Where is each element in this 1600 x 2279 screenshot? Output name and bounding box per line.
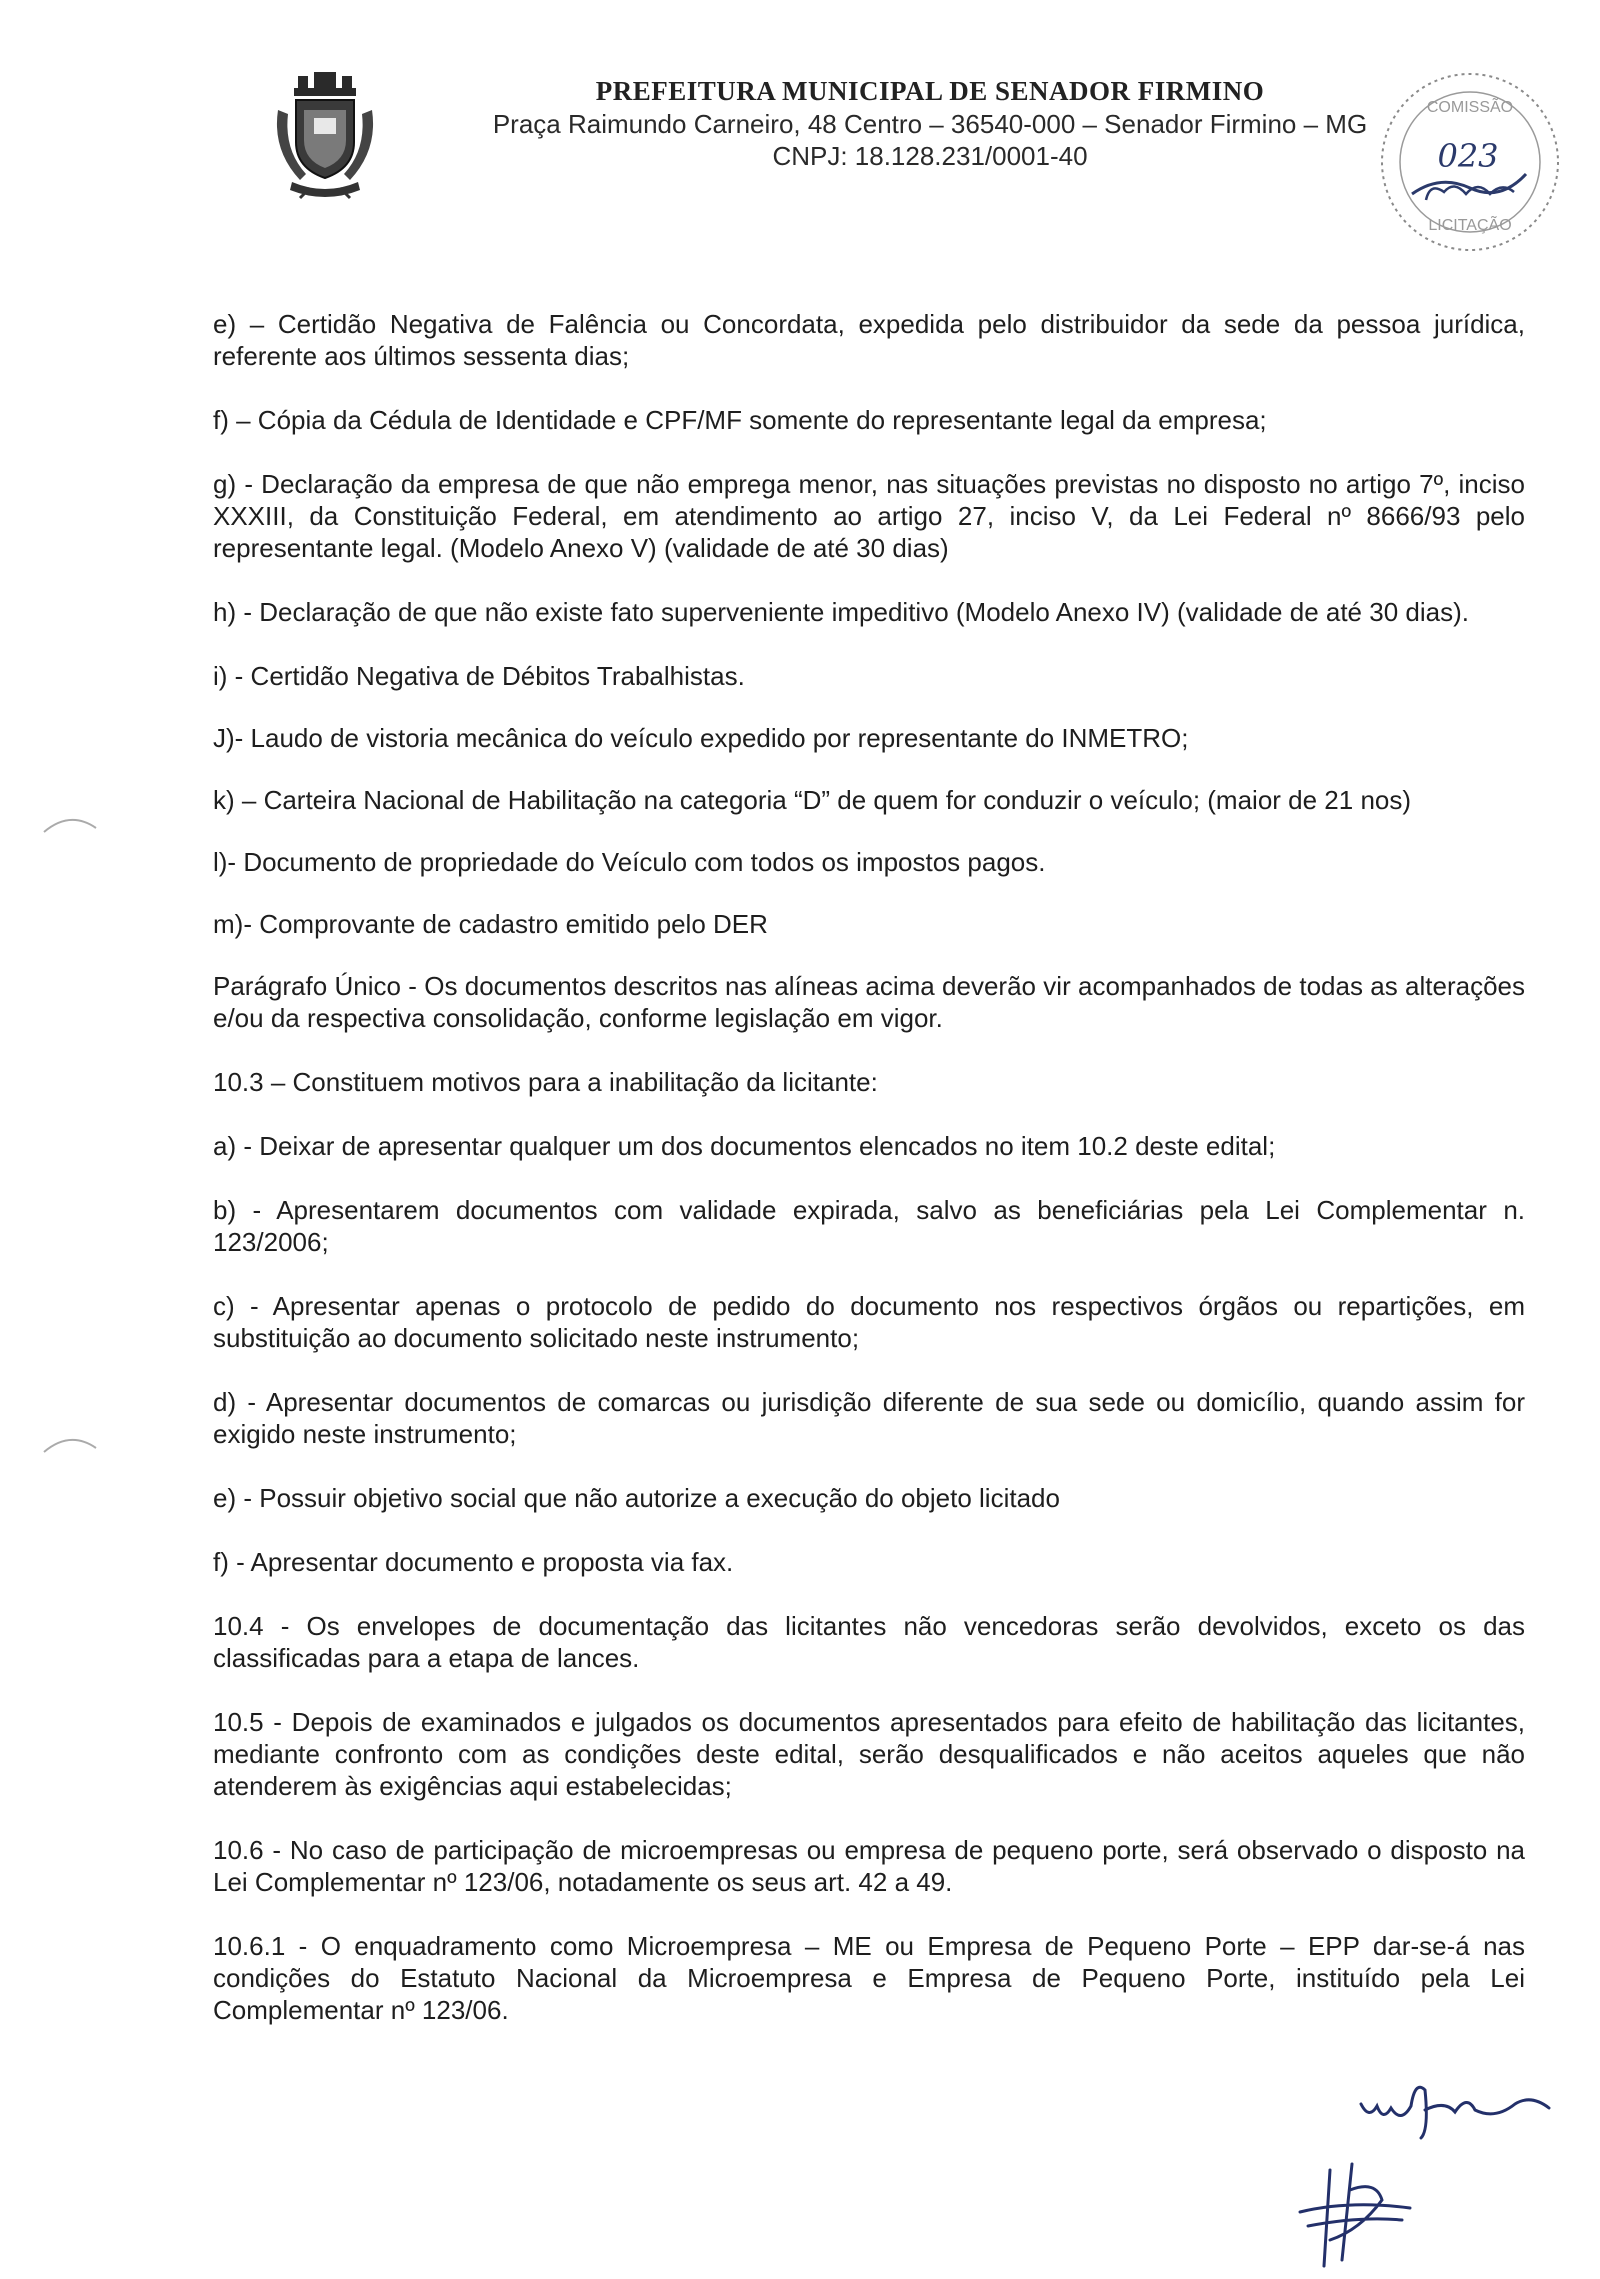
signature-rubric [1290,2150,1420,2270]
paragraph-10-3-f: f) - Apresentar documento e proposta via fax. [213,1547,734,1577]
margin-mark [40,1428,100,1458]
paragraph-10-5: 10.5 - Depois de examinados e julgados os documentos apresentados para efeito de habilitação das licitantes, mediante confronto com as condições deste edital, serão desqualificados e não aceitos aqueles que não atenderem às exigências aqui estabelecidas; [213,1707,1525,1801]
paragraph-10-3-d: d) - Apresentar documentos de comarcas ou jurisdição diferente de sua sede ou domicílio, quando assim for exigido neste instrumento; [213,1387,1525,1449]
municipal-crest-logo [270,70,380,200]
document-body [213,308,1525,2058]
paragraph-item-m: m)- Comprovante de cadastro emitido pelo DER [213,909,768,939]
section-10-3-heading: 10.3 – Constituem motivos para a inabilitação da licitante: [213,1067,878,1097]
paragraph-item-l: l)- Documento de propriedade do Veículo com todos os impostos pagos. [213,847,1046,877]
paragraph-sole: Parágrafo Único - Os documentos descritos nas alíneas acima deverão vir acompanhados de todas as alterações e/ou da respectiva consolidação, conforme legislação em vigor. [213,971,1525,1033]
paragraph-item-f: f) – Cópia da Cédula de Identidade e CPF/MF somente do representante legal da empresa; [213,405,1267,435]
paragraph-item-g: g) - Declaração da empresa de que não emprega menor, nas situações previstas no disposto no artigo 7º, inciso XXXIII, da Constituição Federal, em atendimento ao artigo 27, inciso V, da Lei Federal nº 8666/93 pelo representante legal. (Modelo Anexo V) (validade de até 30 dias) [213,469,1525,563]
municipality-address: Praça Raimundo Carneiro, 48 Centro – 36540-000 – Senador Firmino – MG [492,109,1368,139]
paragraph-item-i: i) - Certidão Negativa de Débitos Trabalhistas. [213,661,745,691]
commission-stamp [1370,62,1570,262]
paragraph-10-4: 10.4 - Os envelopes de documentação das licitantes não vencedoras serão devolvidos, exceto os das classificadas para a etapa de lances. [213,1611,1525,1673]
margin-mark [40,808,100,838]
paragraph-item-h: h) - Declaração de que não existe fato superveniente impeditivo (Modelo Anexo IV) (validade de até 30 dias). [213,597,1469,627]
municipality-cnpj: CNPJ: 18.128.231/0001-40 [772,141,1088,171]
paragraph-10-6: 10.6 - No caso de participação de microempresas ou empresa de pequeno porte, será observado o disposto na Lei Complementar nº 123/06, notadamente os seus art. 42 a 49. [213,1835,1525,1897]
paragraph-item-e: e) – Certidão Negativa de Falência ou Concordata, expedida pelo distribuidor da sede da pessoa jurídica, referente aos últimos sessenta dias; [213,309,1525,371]
letterhead [440,74,1420,172]
municipality-name: PREFEITURA MUNICIPAL DE SENADOR FIRMINO [595,76,1265,106]
svg-text:COMISSÃO: COMISSÃO [1426,99,1514,116]
svg-text:LICITAÇÃO: LICITAÇÃO [1428,217,1512,234]
stamp-number: 023 [1437,137,1499,175]
paragraph-item-j: J)- Laudo de vistoria mecânica do veículo expedido por representante do INMETRO; [213,723,1189,753]
paragraph-10-6-1: 10.6.1 - O enquadramento como Microempresa – ME ou Empresa de Pequeno Porte – EPP dar-se-á nas condições do Estatuto Nacional da Microempresa e Empresa de Pequeno Porte, instituído pela Lei Complementar nº 123/06. [213,1931,1525,2025]
paragraph-10-3-e: e) - Possuir objetivo social que não autorize a execução do objeto licitado [213,1483,1060,1513]
paragraph-10-3-a: a) - Deixar de apresentar qualquer um dos documentos elencados no item 10.2 deste edital; [213,1131,1276,1161]
signature-initials [1355,2070,1555,2140]
paragraph-10-3-c: c) - Apresentar apenas o protocolo de pedido do documento nos respectivos órgãos ou repartições, em substituição ao documento solicitado neste instrumento; [213,1291,1525,1353]
paragraph-10-3-b: b) - Apresentarem documentos com validade expirada, salvo as beneficiárias pela Lei Complementar n. 123/2006; [213,1195,1525,1257]
paragraph-item-k: k) – Carteira Nacional de Habilitação na categoria “D” de quem for conduzir o veículo; (maior de 21 nos) [213,785,1412,815]
